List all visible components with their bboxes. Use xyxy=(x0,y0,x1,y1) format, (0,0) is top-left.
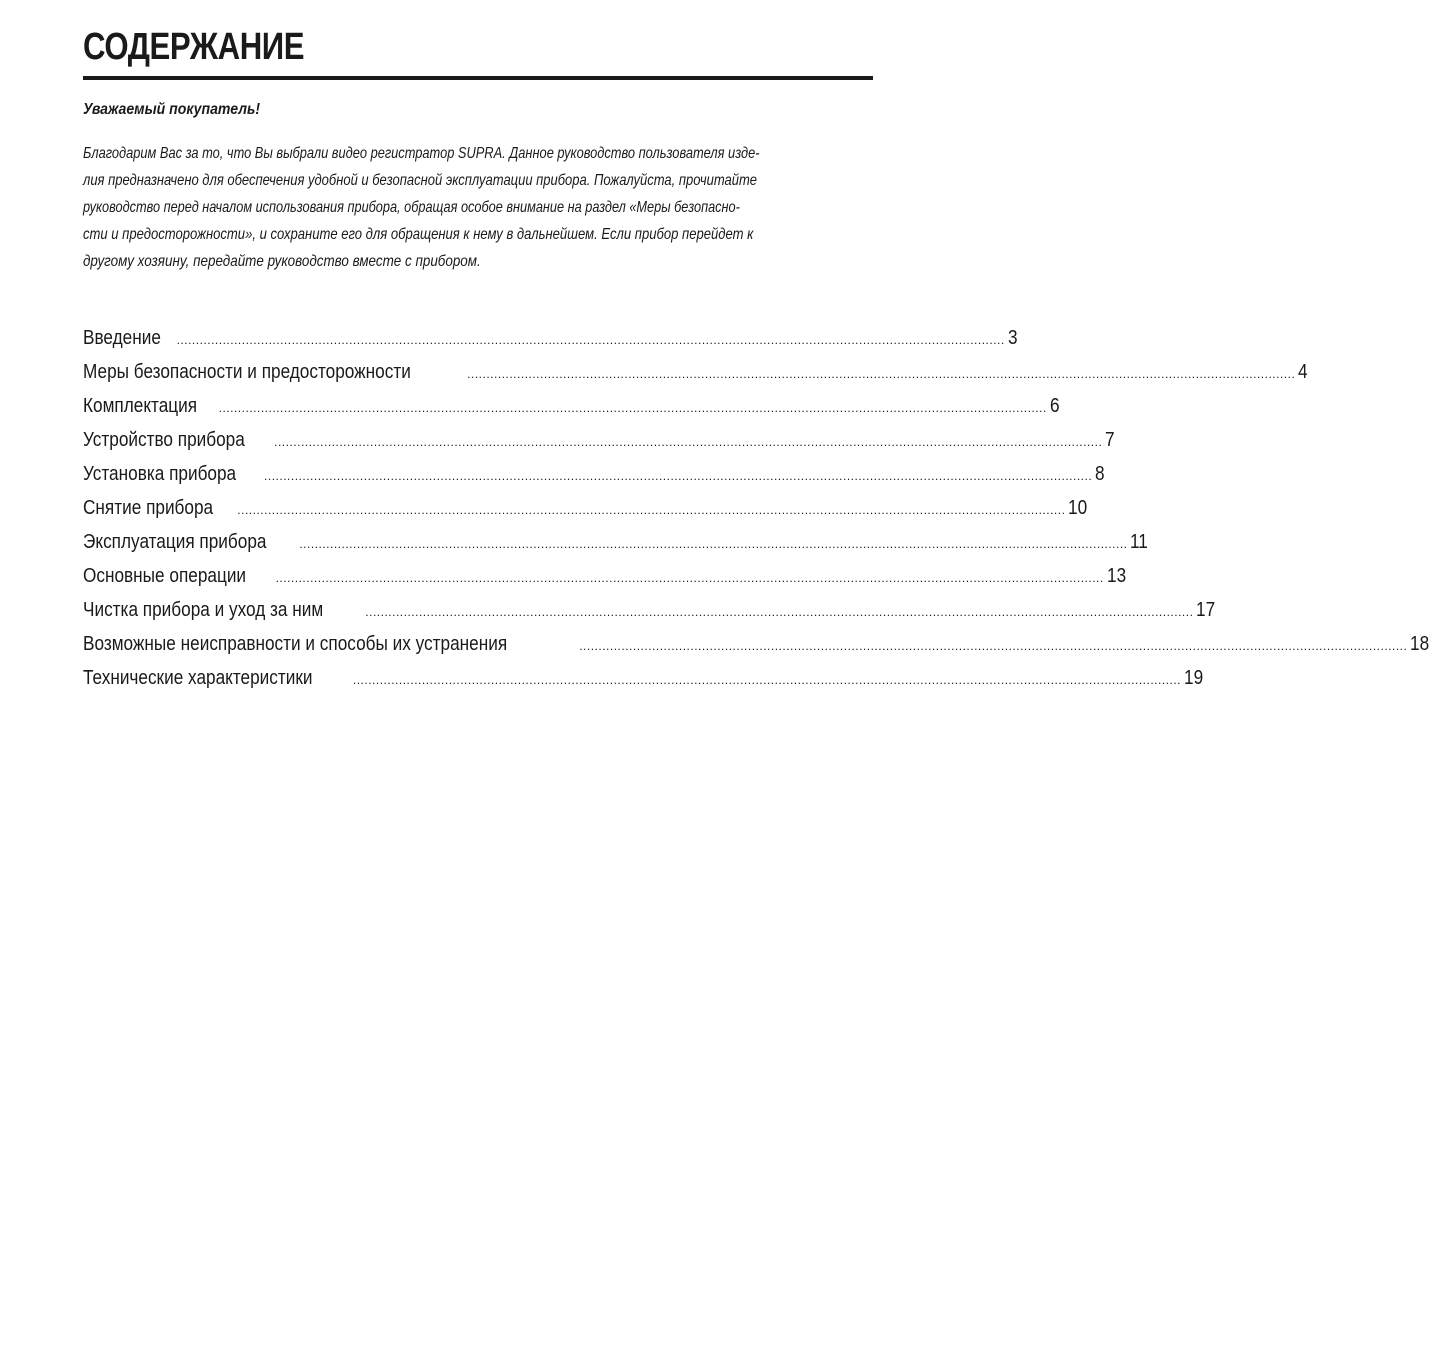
toc-leader-dots: ........................................................................................................................................................................................................................ xyxy=(352,673,1182,687)
intro-paragraph xyxy=(83,140,873,275)
greeting: Уважаемый покупатель! xyxy=(83,101,261,118)
toc-entry-label: Снятие прибора xyxy=(83,497,214,519)
toc-leader-dots: ........................................................................................................................................................................................................................ xyxy=(264,469,1093,483)
toc-entry-page: 10 xyxy=(1068,497,1088,519)
toc-entry-troubleshooting[interactable] xyxy=(83,627,1429,661)
toc-entry-operation[interactable] xyxy=(83,525,1149,559)
toc-entry-package[interactable] xyxy=(83,389,1060,423)
title-divider xyxy=(83,76,873,80)
intro-line: другому хозяину, передайте руководство вместе с прибором. xyxy=(83,253,481,270)
toc-entry-label: Возможные неисправности и способы их устранения xyxy=(83,633,508,655)
toc-leader-dots: ........................................................................................................................................................................................................................ xyxy=(365,605,1194,619)
toc-entry-device[interactable] xyxy=(83,423,1115,457)
intro-line: руководство перед началом использования прибора, обращая особое внимание на раздел «Меры безопасно- xyxy=(83,199,740,216)
intro-line: Благодарим Вас за то, что Вы выбрали видео регистратор SUPRA. Данное руководство пользователя изде- xyxy=(83,145,760,162)
toc-entry-label: Комплектация xyxy=(83,395,198,417)
toc-entry-label: Чистка прибора и уход за ним xyxy=(83,599,324,621)
toc-entry-label: Основные операции xyxy=(83,565,247,587)
toc-leader-dots: ........................................................................................................................................................................................................................ xyxy=(467,367,1296,381)
toc-leader-dots: ........................................................................................................................................................................................................................ xyxy=(176,333,1005,347)
toc-entry-label: Устройство прибора xyxy=(83,429,245,451)
toc-entry-label: Введение xyxy=(83,327,161,349)
toc-entry-page: 4 xyxy=(1298,361,1308,383)
toc-entry-page: 6 xyxy=(1049,395,1060,417)
toc-entry-label: Эксплуатация прибора xyxy=(83,531,267,553)
toc-entry-installation[interactable] xyxy=(83,457,1105,491)
toc-entry-page: 7 xyxy=(1105,429,1115,451)
toc-entry-page: 11 xyxy=(1130,531,1149,553)
toc-entry-removal[interactable] xyxy=(83,491,1088,525)
toc-entry-specifications[interactable] xyxy=(83,661,1204,695)
toc-entry-page: 19 xyxy=(1184,667,1204,689)
toc-leader-dots: ........................................................................................................................................................................................................................ xyxy=(275,571,1104,585)
toc-leader-dots: ........................................................................................................................................................................................................................ xyxy=(218,401,1047,415)
toc-entry-label: Меры безопасности и предосторожности xyxy=(83,361,411,383)
intro-line: сти и предосторожности», и сохраните его для обращения к нему в дальнейшем. Если прибор перейдет к xyxy=(83,226,754,243)
toc-entry-page: 13 xyxy=(1106,565,1126,587)
toc-leader-dots: ........................................................................................................................................................................................................................ xyxy=(274,435,1103,449)
page-title: СОДЕРЖАНИЕ xyxy=(83,26,305,68)
toc-entry-page: 8 xyxy=(1095,463,1105,485)
toc-entry-introduction[interactable] xyxy=(83,321,1018,355)
toc-entry-label: Технические характеристики xyxy=(83,667,313,689)
toc-entry-cleaning[interactable] xyxy=(83,593,1216,627)
table-of-contents xyxy=(83,321,1429,695)
toc-entry-basic-operations[interactable] xyxy=(83,559,1126,593)
toc-entry-page: 3 xyxy=(1007,327,1018,349)
toc-entry-label: Установка прибора xyxy=(83,463,237,485)
toc-leader-dots: ........................................................................................................................................................................................................................ xyxy=(579,639,1408,653)
toc-entry-page: 17 xyxy=(1196,599,1216,621)
toc-entry-safety[interactable] xyxy=(83,355,1308,389)
toc-leader-dots: ........................................................................................................................................................................................................................ xyxy=(299,537,1128,551)
intro-line: лия предназначено для обеспечения удобной и безопасной эксплуатации прибора. Пожалуйста, прочитайте xyxy=(83,172,757,189)
page-header xyxy=(83,24,873,275)
toc-leader-dots: ........................................................................................................................................................................................................................ xyxy=(237,503,1066,517)
toc-entry-page: 18 xyxy=(1410,633,1429,655)
